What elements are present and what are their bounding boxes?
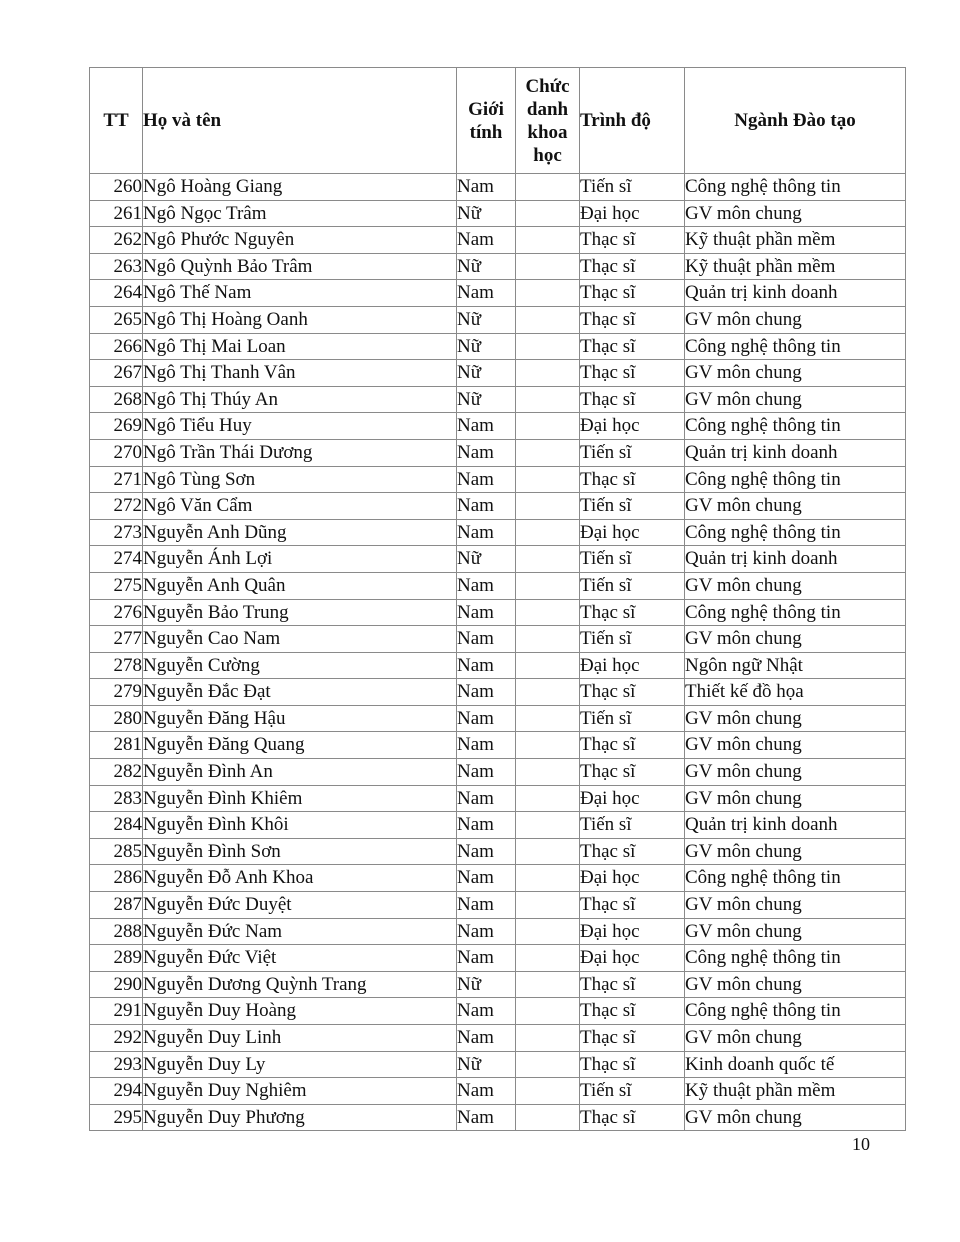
cell-major: Quản trị kinh doanh [685, 546, 906, 573]
cell-tt: 276 [90, 599, 143, 626]
cell-academic-title [516, 439, 580, 466]
cell-tt: 277 [90, 626, 143, 653]
cell-academic-title [516, 227, 580, 254]
cell-level: Thạc sĩ [580, 386, 685, 413]
cell-name: Nguyễn Duy Phương [143, 1104, 457, 1131]
table-row [90, 599, 906, 626]
cell-academic-title [516, 1104, 580, 1131]
cell-name: Ngô Tùng Sơn [143, 466, 457, 493]
cell-academic-title [516, 759, 580, 786]
cell-gender: Nam [457, 865, 516, 892]
cell-major: Công nghệ thông tin [685, 174, 906, 201]
cell-level: Tiến sĩ [580, 572, 685, 599]
cell-gender: Nam [457, 998, 516, 1025]
table-row [90, 785, 906, 812]
cell-major: GV môn chung [685, 626, 906, 653]
cell-tt: 295 [90, 1104, 143, 1131]
table-row [90, 679, 906, 706]
cell-level: Tiến sĩ [580, 812, 685, 839]
cell-academic-title [516, 386, 580, 413]
cell-major: GV môn chung [685, 971, 906, 998]
cell-name: Ngô Thị Mai Loan [143, 333, 457, 360]
cell-gender: Nam [457, 652, 516, 679]
cell-level: Đại học [580, 413, 685, 440]
cell-level: Thạc sĩ [580, 1051, 685, 1078]
cell-academic-title [516, 652, 580, 679]
cell-tt: 274 [90, 546, 143, 573]
cell-gender: Nam [457, 227, 516, 254]
cell-academic-title [516, 280, 580, 307]
cell-gender: Nữ [457, 971, 516, 998]
header-title-line: học [533, 144, 562, 166]
cell-academic-title [516, 918, 580, 945]
cell-major: GV môn chung [685, 838, 906, 865]
cell-level: Đại học [580, 865, 685, 892]
cell-academic-title [516, 493, 580, 520]
cell-level: Tiến sĩ [580, 439, 685, 466]
cell-major: Kinh doanh quốc tế [685, 1051, 906, 1078]
cell-level: Tiến sĩ [580, 626, 685, 653]
cell-gender: Nam [457, 519, 516, 546]
cell-major: Công nghệ thông tin [685, 519, 906, 546]
cell-academic-title [516, 253, 580, 280]
cell-gender: Nữ [457, 333, 516, 360]
header-tt: TT [90, 68, 143, 174]
cell-gender: Nam [457, 493, 516, 520]
cell-tt: 283 [90, 785, 143, 812]
cell-tt: 287 [90, 892, 143, 919]
table-row [90, 626, 906, 653]
cell-academic-title [516, 732, 580, 759]
table-header [90, 68, 906, 174]
table-row [90, 386, 906, 413]
table-row [90, 306, 906, 333]
cell-name: Nguyễn Cường [143, 652, 457, 679]
cell-gender: Nam [457, 626, 516, 653]
cell-name: Nguyễn Đình Sơn [143, 838, 457, 865]
cell-gender: Nam [457, 785, 516, 812]
cell-gender: Nam [457, 812, 516, 839]
table-row [90, 652, 906, 679]
cell-tt: 294 [90, 1078, 143, 1105]
header-title-line: khoa [527, 121, 568, 143]
cell-level: Tiến sĩ [580, 705, 685, 732]
cell-level: Tiến sĩ [580, 1078, 685, 1105]
cell-academic-title [516, 971, 580, 998]
cell-level: Thạc sĩ [580, 971, 685, 998]
cell-name: Nguyễn Anh Dũng [143, 519, 457, 546]
cell-name: Nguyễn Đức Nam [143, 918, 457, 945]
cell-gender: Nam [457, 413, 516, 440]
cell-name: Nguyễn Duy Hoàng [143, 998, 457, 1025]
cell-gender: Nam [457, 599, 516, 626]
cell-tt: 290 [90, 971, 143, 998]
cell-level: Thạc sĩ [580, 679, 685, 706]
cell-academic-title [516, 1051, 580, 1078]
cell-level: Thạc sĩ [580, 1025, 685, 1052]
table-row [90, 971, 906, 998]
cell-level: Đại học [580, 519, 685, 546]
table-row [90, 1104, 906, 1131]
cell-major: GV môn chung [685, 732, 906, 759]
cell-major: Ngôn ngữ Nhật [685, 652, 906, 679]
cell-major: Kỹ thuật phần mềm [685, 227, 906, 254]
cell-name: Nguyễn Ánh Lợi [143, 546, 457, 573]
cell-tt: 280 [90, 705, 143, 732]
cell-major: Thiết kế đồ họa [685, 679, 906, 706]
cell-name: Nguyễn Đắc Đạt [143, 679, 457, 706]
cell-name: Nguyễn Cao Nam [143, 626, 457, 653]
cell-major: GV môn chung [685, 1025, 906, 1052]
cell-academic-title [516, 519, 580, 546]
cell-name: Nguyễn Đăng Hậu [143, 705, 457, 732]
cell-level: Tiến sĩ [580, 493, 685, 520]
cell-gender: Nam [457, 466, 516, 493]
table-row [90, 998, 906, 1025]
cell-gender: Nam [457, 1104, 516, 1131]
cell-name: Ngô Trần Thái Dương [143, 439, 457, 466]
cell-name: Nguyễn Bảo Trung [143, 599, 457, 626]
cell-level: Thạc sĩ [580, 732, 685, 759]
table-row [90, 732, 906, 759]
cell-level: Đại học [580, 200, 685, 227]
cell-tt: 273 [90, 519, 143, 546]
cell-gender: Nữ [457, 253, 516, 280]
cell-tt: 267 [90, 360, 143, 387]
staff-table [89, 67, 906, 1131]
cell-major: GV môn chung [685, 200, 906, 227]
cell-gender: Nam [457, 679, 516, 706]
cell-gender: Nữ [457, 546, 516, 573]
cell-major: Kỹ thuật phần mềm [685, 253, 906, 280]
cell-academic-title [516, 865, 580, 892]
cell-gender: Nam [457, 892, 516, 919]
cell-major: Quản trị kinh doanh [685, 439, 906, 466]
table-row [90, 865, 906, 892]
header-row [90, 68, 906, 174]
cell-gender: Nữ [457, 360, 516, 387]
cell-name: Nguyễn Anh Quân [143, 572, 457, 599]
cell-name: Ngô Thị Thúy An [143, 386, 457, 413]
cell-major: Công nghệ thông tin [685, 865, 906, 892]
table-row [90, 838, 906, 865]
table-row [90, 1051, 906, 1078]
cell-major: Quản trị kinh doanh [685, 812, 906, 839]
cell-level: Thạc sĩ [580, 892, 685, 919]
cell-name: Nguyễn Đình Khiêm [143, 785, 457, 812]
cell-gender: Nam [457, 280, 516, 307]
cell-name: Ngô Thị Hoàng Oanh [143, 306, 457, 333]
cell-gender: Nam [457, 732, 516, 759]
cell-academic-title [516, 626, 580, 653]
cell-gender: Nam [457, 918, 516, 945]
cell-academic-title [516, 998, 580, 1025]
cell-gender: Nữ [457, 200, 516, 227]
cell-major: Công nghệ thông tin [685, 945, 906, 972]
cell-major: GV môn chung [685, 493, 906, 520]
table-row [90, 1078, 906, 1105]
header-name: Họ và tên [143, 68, 457, 174]
cell-tt: 270 [90, 439, 143, 466]
cell-academic-title [516, 945, 580, 972]
header-level: Trình độ [580, 68, 685, 174]
cell-tt: 264 [90, 280, 143, 307]
cell-academic-title [516, 174, 580, 201]
table-row [90, 360, 906, 387]
cell-major: GV môn chung [685, 306, 906, 333]
cell-tt: 292 [90, 1025, 143, 1052]
cell-academic-title [516, 546, 580, 573]
cell-tt: 269 [90, 413, 143, 440]
header-gender-line: Giới [468, 98, 504, 120]
cell-tt: 291 [90, 998, 143, 1025]
cell-tt: 261 [90, 200, 143, 227]
cell-major: GV môn chung [685, 572, 906, 599]
cell-major: GV môn chung [685, 918, 906, 945]
cell-gender: Nam [457, 572, 516, 599]
cell-tt: 279 [90, 679, 143, 706]
cell-name: Ngô Ngọc Trâm [143, 200, 457, 227]
cell-academic-title [516, 892, 580, 919]
cell-name: Ngô Tiểu Huy [143, 413, 457, 440]
cell-name: Nguyễn Duy Linh [143, 1025, 457, 1052]
cell-major: Công nghệ thông tin [685, 333, 906, 360]
header-major: Ngành Đào tạo [685, 68, 906, 174]
table-row [90, 200, 906, 227]
cell-major: Công nghệ thông tin [685, 466, 906, 493]
cell-academic-title [516, 1025, 580, 1052]
header-title-line: danh [526, 98, 569, 120]
table-row [90, 253, 906, 280]
table-row [90, 439, 906, 466]
table-row [90, 333, 906, 360]
table-row [90, 280, 906, 307]
table-row [90, 466, 906, 493]
cell-name: Ngô Thị Thanh Vân [143, 360, 457, 387]
cell-gender: Nam [457, 945, 516, 972]
cell-gender: Nam [457, 759, 516, 786]
cell-gender: Nam [457, 705, 516, 732]
cell-level: Thạc sĩ [580, 998, 685, 1025]
cell-major: Công nghệ thông tin [685, 599, 906, 626]
table-row [90, 945, 906, 972]
cell-gender: Nam [457, 838, 516, 865]
cell-name: Ngô Phước Nguyên [143, 227, 457, 254]
cell-name: Nguyễn Đình An [143, 759, 457, 786]
cell-level: Thạc sĩ [580, 466, 685, 493]
cell-academic-title [516, 333, 580, 360]
cell-tt: 286 [90, 865, 143, 892]
cell-level: Đại học [580, 652, 685, 679]
cell-academic-title [516, 785, 580, 812]
cell-name: Nguyễn Đình Khôi [143, 812, 457, 839]
header-academic-title [516, 68, 580, 174]
cell-name: Ngô Hoàng Giang [143, 174, 457, 201]
cell-major: Quản trị kinh doanh [685, 280, 906, 307]
cell-tt: 282 [90, 759, 143, 786]
table-row [90, 546, 906, 573]
cell-tt: 272 [90, 493, 143, 520]
cell-major: Công nghệ thông tin [685, 998, 906, 1025]
cell-gender: Nữ [457, 386, 516, 413]
cell-level: Thạc sĩ [580, 333, 685, 360]
table-body [90, 174, 906, 1131]
table-row [90, 812, 906, 839]
table-row [90, 918, 906, 945]
cell-gender: Nam [457, 174, 516, 201]
cell-tt: 284 [90, 812, 143, 839]
cell-tt: 262 [90, 227, 143, 254]
cell-level: Đại học [580, 918, 685, 945]
cell-major: GV môn chung [685, 1104, 906, 1131]
table-row [90, 759, 906, 786]
cell-major: GV môn chung [685, 759, 906, 786]
cell-major: GV môn chung [685, 785, 906, 812]
table-row [90, 519, 906, 546]
cell-level: Đại học [580, 945, 685, 972]
cell-tt: 278 [90, 652, 143, 679]
cell-academic-title [516, 838, 580, 865]
cell-academic-title [516, 1078, 580, 1105]
cell-major: GV môn chung [685, 360, 906, 387]
cell-academic-title [516, 413, 580, 440]
cell-name: Nguyễn Đức Duyệt [143, 892, 457, 919]
cell-level: Tiến sĩ [580, 546, 685, 573]
cell-level: Thạc sĩ [580, 227, 685, 254]
cell-name: Nguyễn Đăng Quang [143, 732, 457, 759]
table-row [90, 705, 906, 732]
table-row [90, 572, 906, 599]
cell-level: Thạc sĩ [580, 306, 685, 333]
cell-gender: Nam [457, 1078, 516, 1105]
table-row [90, 493, 906, 520]
table-row [90, 1025, 906, 1052]
cell-name: Nguyễn Dương Quỳnh Trang [143, 971, 457, 998]
cell-tt: 281 [90, 732, 143, 759]
cell-name: Nguyễn Đỗ Anh Khoa [143, 865, 457, 892]
cell-tt: 288 [90, 918, 143, 945]
cell-level: Thạc sĩ [580, 759, 685, 786]
cell-level: Tiến sĩ [580, 174, 685, 201]
cell-academic-title [516, 360, 580, 387]
cell-name: Ngô Quỳnh Bảo Trâm [143, 253, 457, 280]
page-number: 10 [852, 1134, 870, 1154]
cell-name: Nguyễn Đức Việt [143, 945, 457, 972]
cell-tt: 266 [90, 333, 143, 360]
cell-tt: 275 [90, 572, 143, 599]
cell-major: Công nghệ thông tin [685, 413, 906, 440]
cell-academic-title [516, 306, 580, 333]
cell-level: Thạc sĩ [580, 280, 685, 307]
cell-academic-title [516, 705, 580, 732]
cell-major: GV môn chung [685, 705, 906, 732]
cell-academic-title [516, 812, 580, 839]
cell-tt: 289 [90, 945, 143, 972]
cell-tt: 285 [90, 838, 143, 865]
table-row [90, 413, 906, 440]
table-row [90, 174, 906, 201]
cell-level: Thạc sĩ [580, 360, 685, 387]
cell-level: Thạc sĩ [580, 1104, 685, 1131]
cell-gender: Nam [457, 439, 516, 466]
cell-name: Nguyễn Duy Nghiêm [143, 1078, 457, 1105]
header-gender-line: tính [469, 121, 503, 143]
cell-gender: Nữ [457, 306, 516, 333]
cell-level: Thạc sĩ [580, 838, 685, 865]
cell-major: GV môn chung [685, 892, 906, 919]
cell-tt: 268 [90, 386, 143, 413]
cell-tt: 263 [90, 253, 143, 280]
cell-tt: 265 [90, 306, 143, 333]
cell-gender: Nữ [457, 1051, 516, 1078]
cell-major: GV môn chung [685, 386, 906, 413]
cell-name: Nguyễn Duy Ly [143, 1051, 457, 1078]
table-row [90, 892, 906, 919]
cell-name: Ngô Văn Cẩm [143, 493, 457, 520]
cell-academic-title [516, 572, 580, 599]
cell-academic-title [516, 599, 580, 626]
cell-level: Đại học [580, 785, 685, 812]
cell-tt: 260 [90, 174, 143, 201]
cell-tt: 271 [90, 466, 143, 493]
cell-name: Ngô Thế Nam [143, 280, 457, 307]
cell-gender: Nam [457, 1025, 516, 1052]
header-gender [457, 68, 516, 174]
cell-academic-title [516, 200, 580, 227]
table-row [90, 227, 906, 254]
cell-academic-title [516, 466, 580, 493]
cell-academic-title [516, 679, 580, 706]
cell-major: Kỹ thuật phần mềm [685, 1078, 906, 1105]
cell-level: Thạc sĩ [580, 253, 685, 280]
header-title-line: Chức [525, 75, 570, 97]
cell-tt: 293 [90, 1051, 143, 1078]
cell-level: Thạc sĩ [580, 599, 685, 626]
